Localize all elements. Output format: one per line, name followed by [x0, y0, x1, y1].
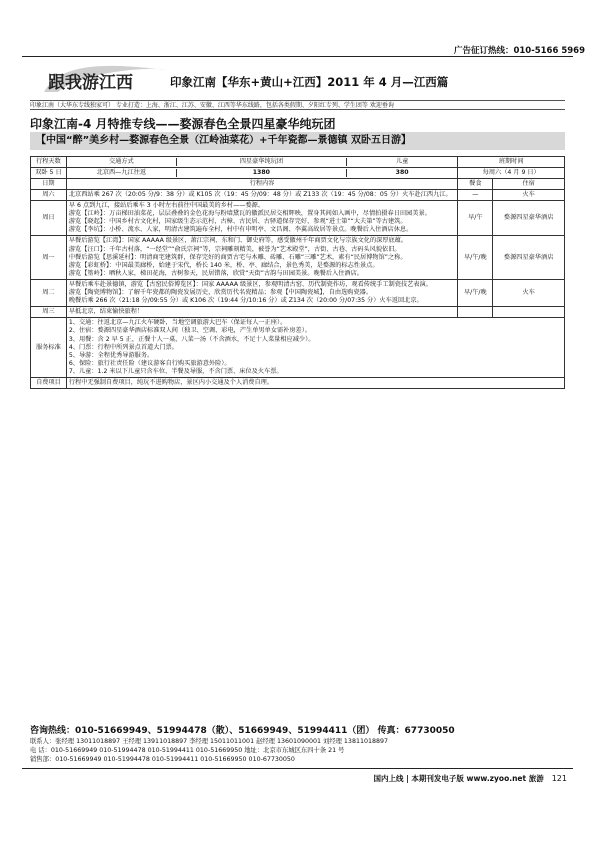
header	[40, 62, 565, 98]
price-head-schedule: 班期时间	[458, 157, 565, 168]
row-day: 周三	[31, 307, 67, 318]
bottom-rule	[22, 768, 573, 769]
price-value-row	[31, 168, 565, 179]
contact-line: 联系人：张经理 13011018897 王经理 13911018897 李经理 15011011001 赵经理 13601090001 刘经理 13811018897	[30, 738, 388, 745]
contact-line: 电 话：010-51669949 010-51994478 010-51994411 010-51669950 地址：北京市东城区东四十条 21 号	[30, 747, 345, 754]
row-meal: 早/午/晚	[458, 279, 493, 306]
header-title: 印象江南【华东+黄山+江西】2011 年 4 月—江西篇	[170, 75, 449, 89]
price-value-cell	[66, 168, 458, 179]
row-stay: 婺源四星豪华酒店	[493, 201, 565, 236]
desc-line: 游览【篁岭】：晒秋人家，梯田花海，古树参天，民居错落，欣赏“天街”古韵与田园美景。晚餐后入住酒店。	[68, 269, 363, 277]
row-stay: 火车	[493, 279, 565, 306]
desc-line: 游览【江岭】：万亩梯田油菜花，层层叠叠的金色花海与粉墙黛瓦的徽派民居交相辉映，置身其间如入画中，尽情拍摄春日田园美景。	[68, 210, 431, 218]
price-head-price-cell	[66, 157, 458, 168]
contact-line: 销售部：010-51669949 010-51994478 010-51994411 010-51669950 010-67730050	[30, 756, 295, 763]
row-meal: —	[458, 190, 493, 201]
price-head-child: 儿童	[395, 158, 409, 165]
desc-line: 游览【彩虹桥】：中国最美廊桥，始建于宋代，桥长 140 米，桥、亭、廊结合，景色秀美，是婺源的标志性景点。	[68, 261, 379, 269]
contact-hotline: 咨询热线：010-51669949、51994478（散）、51669949、51994411（团） 传真：67730050	[30, 726, 455, 736]
table-row	[31, 307, 565, 318]
row-meal: 早/午/晚	[458, 236, 493, 279]
desc-line: 游览【李坑】：小桥、流水、人家，明清古建筑遍布全村，村中有申明亭、文昌阁、李翼高故居等景点。晚餐后入住酒店休息。	[68, 226, 413, 234]
desc-line: 7、儿童：1.2 米以下儿童只含车位、半餐及导服，不含门票、床位及火车票。	[68, 367, 283, 375]
desc-line: 游览【晓起】：中国乡村古文化村，国家级生态示范村，古樟、古民居、古驿道保存完好，参观“进士第”“大夫第”等古建筑。	[68, 218, 407, 226]
route-banner: 【中国“醉”美乡村—婺源春色全景（江岭油菜花）+千年瓷都—景德镇 双卧五日游】	[30, 132, 565, 150]
row-stay	[493, 307, 565, 318]
row-day: 自费项目	[31, 377, 67, 388]
desc-line: 早餐后游览【江湾】：国家 AAAAA 级景区，萧江宗祠、东和门、御史府等，感受徽州千年商贾文化与宗族文化的深厚底蕴。	[68, 237, 408, 245]
price-head-transport: 交通方式	[67, 158, 177, 166]
desc-line: 4、门票：行程中所列景点首道大门票。	[68, 343, 178, 351]
table-row	[31, 318, 565, 378]
top-rule	[22, 56, 573, 57]
footer	[373, 773, 567, 784]
price-schedule: 每周六（4 月 9 日）	[458, 168, 565, 179]
desc-line: 早抵北京，结束愉快旅程！	[68, 308, 144, 316]
desc-line: 1、交通：往返北京—九江火车硬卧，当地空调旅游大巴车（保证每人一正座）。	[68, 319, 287, 327]
desc-line: 早餐后乘车赴景德镇，游览【古窑民俗博览区】：国家 AAAAA 级景区，参观明清古窑、历代制瓷作坊，观看传统手工制瓷技艺表演。	[68, 280, 432, 288]
row-desc	[66, 377, 564, 388]
top-hotline: 广告征订热线：010-5166 5969	[453, 46, 585, 56]
row-meal	[458, 307, 493, 318]
desc-line: 游览【汪口】：千年古村落，“一经堂”“俞氏宗祠”等，宗祠雕刻精美，被誉为“艺术殿堂”，古街、古巷、古码头风貌依旧。	[68, 245, 401, 253]
page-number: 121	[551, 774, 567, 783]
logo	[40, 62, 170, 96]
price-header-row	[31, 157, 565, 168]
logo-text: 跟我游江西	[48, 73, 133, 93]
itinerary-table	[30, 156, 565, 389]
price-adult: 1380	[177, 169, 347, 177]
price-head-tier: 四星豪华纯玩团	[177, 158, 347, 166]
desc-line: 游览【陶瓷博物馆】：了解千年瓷都的陶瓷发展历史，欣赏历代名瓷精品；参观【中国陶瓷城】，自由选购瓷器。	[68, 289, 373, 297]
row-desc	[66, 318, 564, 378]
desc-line: 早 6 点到九江，接站后乘车 3 小时左右前往中国最美的乡村——婺源。	[68, 202, 265, 210]
column-header-row	[31, 179, 565, 190]
footer-text: 国内上线 | 本期刊发电子版 www.zyoo.net 旅游	[373, 774, 544, 783]
col-head-stay: 住宿	[493, 179, 565, 190]
row-desc	[66, 279, 458, 306]
row-desc	[66, 190, 458, 201]
desc-line: 6、保险：旅行社责任险（建议游客自行购买旅游意外险）。	[68, 359, 231, 367]
col-head-date: 日期	[31, 179, 67, 190]
price-transport: 北京西—九江往返	[67, 169, 177, 177]
desc-line: 行程中无强制自费项目，纯玩不进购物店，景区内小交通及个人消费自理。	[68, 378, 274, 386]
table-row	[31, 236, 565, 279]
table-row	[31, 201, 565, 236]
row-day: 周一	[31, 236, 67, 279]
row-desc	[66, 307, 458, 318]
desc-line: 晚餐后乘 266 次（21:18 分/09:55 分）或 K106 次（19:44 分/10:16 分）或 Z134 次（20:00 分/07:35 分）火车返回北京。	[68, 297, 423, 305]
row-day: 周二	[31, 279, 67, 306]
row-meal: 早/午	[458, 201, 493, 236]
row-day: 服务标准	[31, 318, 67, 378]
row-desc	[66, 236, 458, 279]
desc-line: 5、导游：全程优秀导游服务。	[68, 351, 154, 359]
contact-list	[30, 737, 565, 764]
desc-line: 2、住宿：婺源四星豪华酒店标准双人间（独卫、空调、彩电，产生单男单女需补房差）。	[68, 327, 312, 335]
row-desc	[66, 201, 458, 236]
price-days: 双卧 5 日	[31, 168, 67, 179]
price-head-days: 行程天数	[31, 157, 67, 168]
col-head-content: 行程内容	[66, 179, 458, 190]
desc-line: 北京西站乘 267 次（20:05 分/9：38 分）或 K105 次（19：45 分/09：48 分）或 Z133 次（19：45 分/08：05 分）火车赴江西九江。	[68, 191, 452, 198]
tour-title: 印象江南-4 月特推专线——婺源春色全景四星豪华纯玩团	[30, 117, 336, 131]
row-stay: 火车	[493, 190, 565, 201]
table-row	[31, 279, 565, 306]
col-head-meal: 餐食	[458, 179, 493, 190]
row-day: 周日	[31, 201, 67, 236]
table-row	[31, 190, 565, 201]
price-child: 380	[395, 169, 409, 176]
desc-line: 中餐后游览【思溪延村】：明清商宅建筑群，保存完好的商贾古宅与木雕、砖雕、石雕“三雕”艺术，素有“民居博物馆”之称。	[68, 253, 407, 261]
agency-subline: 印象江南（大华东专线独家可） 专业打造：上海、浙江、江苏、安徽、江西等华东线路，包括各类假期、夕阳红专列、学生团等 欢迎垂询	[30, 100, 565, 110]
desc-line: 3、用餐：含 2 早 5 正，正餐十人一桌，八菜一汤（不含酒水，不足十人菜量相应减少）。	[68, 335, 315, 343]
row-stay: 婺源四星豪华酒店	[493, 236, 565, 279]
row-day: 周六	[31, 190, 67, 201]
table-row	[31, 377, 565, 388]
